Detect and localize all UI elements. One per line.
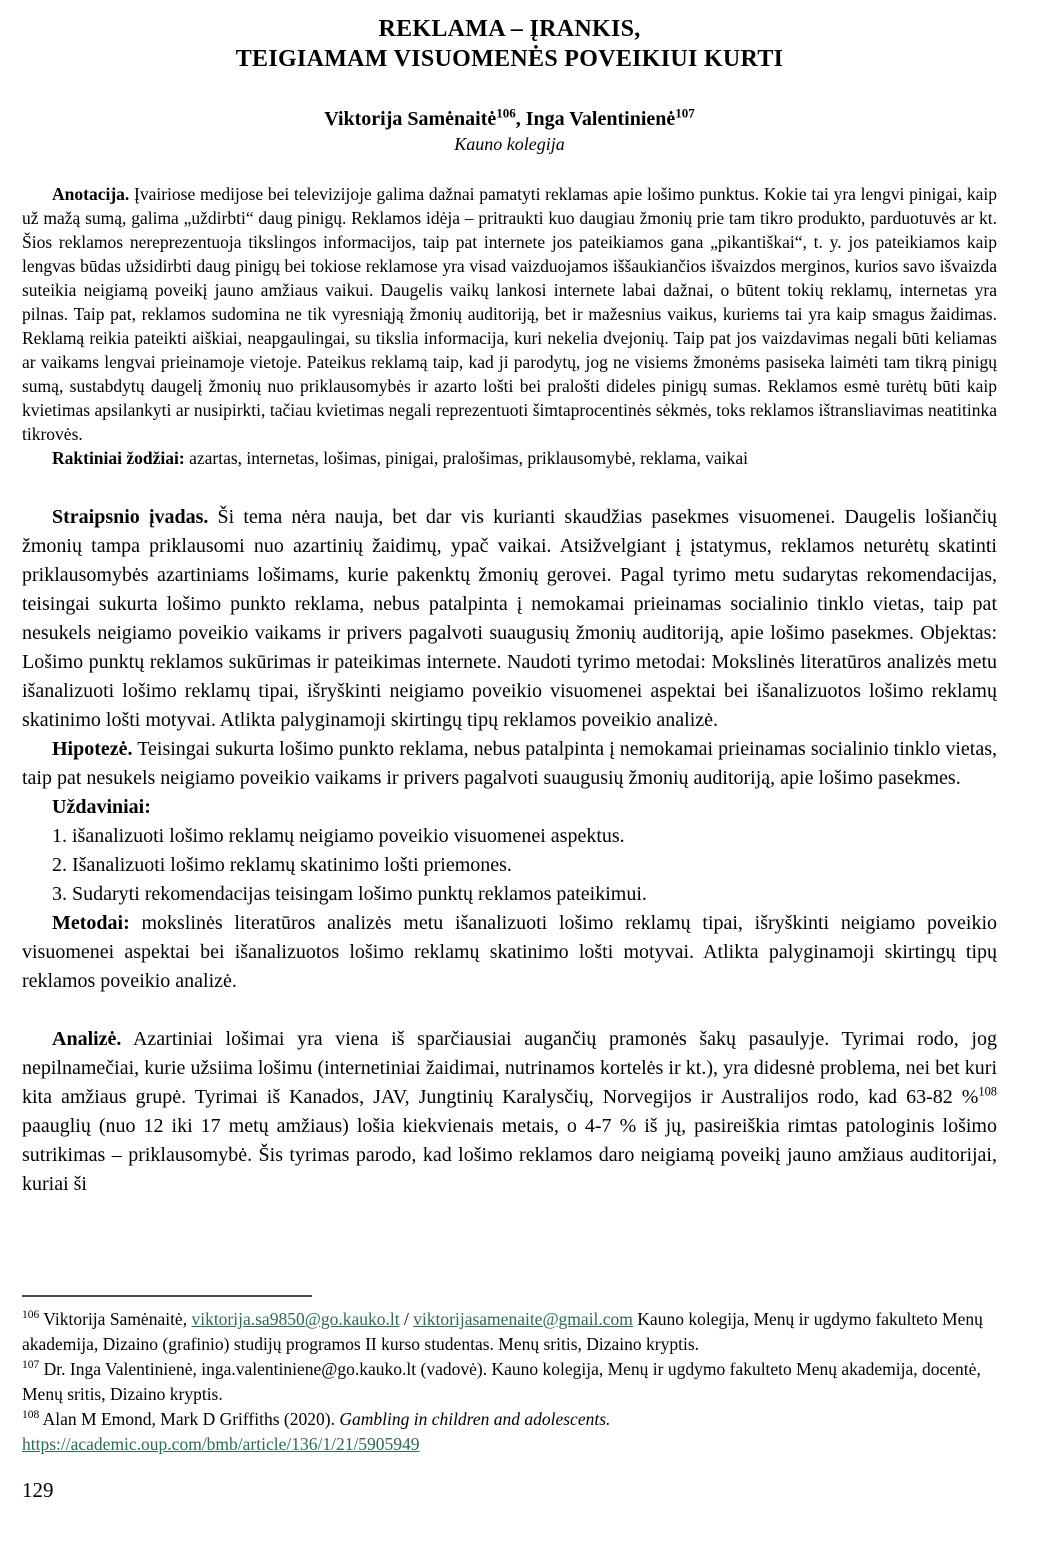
footnote-107-text: Dr. Inga Valentinienė, inga.valentiniene@go.kauko.lt (vadovė). Kauno kolegija, Menų ir ugdymo fakulteto Menų akademija, docentė, Menų sritis, Dizaino kryptis. bbox=[22, 1359, 981, 1404]
analysis-label: Analizė. bbox=[52, 1028, 122, 1050]
authors-line bbox=[22, 107, 997, 131]
methods-label: Metodai: bbox=[52, 912, 130, 934]
author-2-name: Inga Valentinienė bbox=[525, 108, 676, 130]
footnote-106-text-post: Kauno kolegija, Menų ir ugdymo fakulteto Menų akademija, Dizaino (grafinio) studijų programos II kurso studentas. Menų sritis, Dizaino kryptis. bbox=[22, 1309, 983, 1354]
analysis-text-after-ref: paauglių (nuo 12 iki 17 metų amžiaus) lošia kiekvienais metais, o 4-7 % iš jų, pasireiškia rimtas patologinis lošimo sutrikimas – priklausomybė. Šis tyrimas parodo, kad lošimo reklamos daro neigiamą poveikį jauno amžiaus auditorijai, kuriai ši bbox=[22, 1115, 997, 1195]
task-item-3: 3. Sudaryti rekomendacijas teisingam lošimo punktų reklamos pateikimui. bbox=[52, 883, 647, 905]
tasks-heading-label: Uždaviniai: bbox=[52, 796, 151, 818]
footnote-106-number: 106 bbox=[22, 1309, 40, 1322]
author-1-name: Viktorija Samėnaitė bbox=[324, 108, 497, 130]
affiliation: Kauno kolegija bbox=[454, 134, 565, 154]
tasks-heading bbox=[22, 793, 997, 822]
article-title-line2: TEIGIAMAM VISUOMENĖS POVEIKIUI KURTI bbox=[235, 46, 784, 72]
footnote-107 bbox=[22, 1357, 997, 1407]
reference-url-link[interactable]: https://academic.oup.com/bmb/article/136/1/21/5905949 bbox=[22, 1434, 420, 1454]
footnote-106-text-mid: / bbox=[399, 1309, 414, 1329]
author-email-link-kauko[interactable]: viktorija.sa9850@go.kauko.lt bbox=[191, 1309, 400, 1329]
introduction-label: Straipsnio įvadas. bbox=[52, 506, 209, 528]
keywords-line bbox=[22, 446, 997, 470]
footnote-108-reference-title: Gambling in children and adolescents. bbox=[339, 1409, 611, 1429]
analysis-paragraph bbox=[22, 1025, 997, 1199]
article-title bbox=[22, 14, 997, 74]
footnote-108 bbox=[22, 1407, 997, 1457]
footnote-106 bbox=[22, 1307, 997, 1357]
author-email-link-gmail[interactable]: viktorijasamenaite@gmail.com bbox=[413, 1309, 633, 1329]
task-item-2: 2. Išanalizuoti lošimo reklamų skatinimo lošti priemones. bbox=[52, 854, 512, 876]
abstract-text: Įvairiose medijose bei televizijoje galima dažnai pamatyti reklamas apie lošimo punktus. Kokie tai yra lengvi pinigai, kaip už mažą sumą, galima „uždirbti“ daug pinigų. Reklamos idėja – pritraukti kuo daugiau žmonių prie tam tikro produkto, parduotuvės ar kt. Šios reklamos nereprezentuoja tikslingos informacijos, taip pat internete jos pateikiamos gana „pikantiškai“, t. y. jos pateikiamos kaip lengvas būdas užsidirbti daug pinigų bei tokiose reklamose yra visad vaizduojamos iššaukiančios išvaizdos merginos, kurios savo išvaizda suteikia neigiamą poveikį jauno amžiaus vaikui. Daugelis vaikų lankosi internete labai dažnai, o būtent tokių reklamų, internetas yra pilnas. Taip pat, reklamos sudomina ne tik vyresniąją žmonių auditoriją, bet ir mažesnius vaikus, kuriems tai yra kaip smagus žaidimas. Reklamą reikia pateikti aiškiai, neapgaulingai, su tikslia informacija, kuri nekelia dvejonių. Taip pat jos vaizdavimas negali būti keliamas ar vaikams lengvai prieinamoje vietoje. Pateikus reklamą taip, kad ji parodytų, jog ne visiems žmonėms pasiseka laimėti tam tikrą pinigų sumą, sustabdytų daugelį žmonių nuo priklausomybės ir azarto lošti bei pralošti dideles pinigų sumas. Reklamos esmė turėtų būti kaip kvietimas apsilankyti ar nusipirkti, tačiau kvietimas negali reprezentuoti šimtaprocentinės sėkmės, toks reklamos ištransliavimas neatitinka tikrovės. bbox=[22, 184, 997, 444]
keywords-text: azartas, internetas, lošimas, pinigai, pralošimas, priklausomybė, reklama, vaikai bbox=[184, 448, 748, 468]
hypothesis-label: Hipotezė. bbox=[52, 738, 133, 760]
footnote-108-number: 108 bbox=[22, 1409, 40, 1422]
article-title-line1: REKLAMA – ĮRANKIS, bbox=[378, 16, 641, 42]
footnote-107-number: 107 bbox=[22, 1359, 40, 1372]
abstract-paragraph bbox=[22, 182, 997, 446]
page-number: 129 bbox=[22, 1478, 54, 1502]
task-item-1: 1. išanalizuoti lošimo reklamų neigiamo poveikio visuomenei aspektus. bbox=[52, 825, 625, 847]
authors-separator: , bbox=[515, 108, 526, 130]
author-2-footnote-ref: 107 bbox=[675, 105, 695, 121]
footnote-separator-rule bbox=[22, 1295, 312, 1297]
keywords-label: Raktiniai žodžiai: bbox=[52, 448, 185, 468]
methods-text: mokslinės literatūros analizės metu išanalizuoti lošimo reklamų tipai, išryškinti neigiamo poveikio visuomenei aspektai bei išanalizuotos lošimo reklamų skatinimo lošti motyvai. Atlikta palyginamoji skirtingų tipų reklamos poveikio analizė. bbox=[22, 912, 997, 992]
analysis-text-before-ref: Azartiniai lošimai yra viena iš sparčiausiai augančių pramonės šakų pasaulyje. Tyrimai rodo, jog nepilnamečiai, kurie užsiima lošimu (internetiniai žaidimai, nutrinamos kortelės ir kt.), yra didesnė problema, nei bet kuri kita amžiaus grupė. Tyrimai iš Kanados, JAV, Jungtinių Karalysčių, Norvegijos ir Australijos rodo, kad 63-82 % bbox=[22, 1028, 997, 1108]
footnote-ref-108: 108 bbox=[978, 1084, 997, 1099]
author-1-footnote-ref: 106 bbox=[496, 105, 516, 121]
introduction-paragraph bbox=[22, 503, 997, 735]
footnote-106-text-pre: Viktorija Samėnaitė, bbox=[39, 1309, 192, 1329]
abstract-label: Anotacija. bbox=[52, 184, 130, 204]
introduction-text: Ši tema nėra nauja, bet dar vis kurianti skaudžias pasekmes visuomenei. Daugelis lošiančių žmonių tampa priklausomi nuo azartinių žaidimų, ypač vaikai. Atsižvelgiant į įstatymus, reklamos neturėtų skatinti priklausomybės azartiniams lošimams, kurie pakenktų žmonių gerovei. Pagal tyrimo metu sudarytas rekomendacijas, teisingai sukurta lošimo punkto reklama, nebus patalpinta į nemokamai prieinamas socialinio tinklo vietas, taip pat nesukels neigiamo poveikio vaikams ir privers pagalvoti suaugusių žmonių auditoriją, apie lošimo pasekmes. Objektas: Lošimo punktų reklamos sukūrimas ir pateikimas internete. Naudoti tyrimo metodai: Mokslinės literatūros analizės metu išanalizuoti lošimo reklamų tipai, išryškinti neigiamo poveikio visuomenei aspektai bei išanalizuotos lošimo reklamų skatinimo lošti motyvai. Atlikta palyginamoji skirtingų tipų reklamos poveikio analizė. bbox=[22, 506, 997, 731]
methods-paragraph bbox=[22, 909, 997, 996]
hypothesis-text: Teisingai sukurta lošimo punkto reklama, nebus patalpinta į nemokamai prieinamas socialinio tinklo vietas, taip pat nesukels neigiamo poveikio vaikams ir privers pagalvoti suaugusių žmonių auditoriją, apie lošimo pasekmes. bbox=[22, 738, 997, 789]
hypothesis-paragraph bbox=[22, 735, 997, 793]
footnotes-section bbox=[22, 1295, 997, 1542]
footnote-108-text: Alan M Emond, Mark D Griffiths (2020). bbox=[39, 1409, 340, 1429]
